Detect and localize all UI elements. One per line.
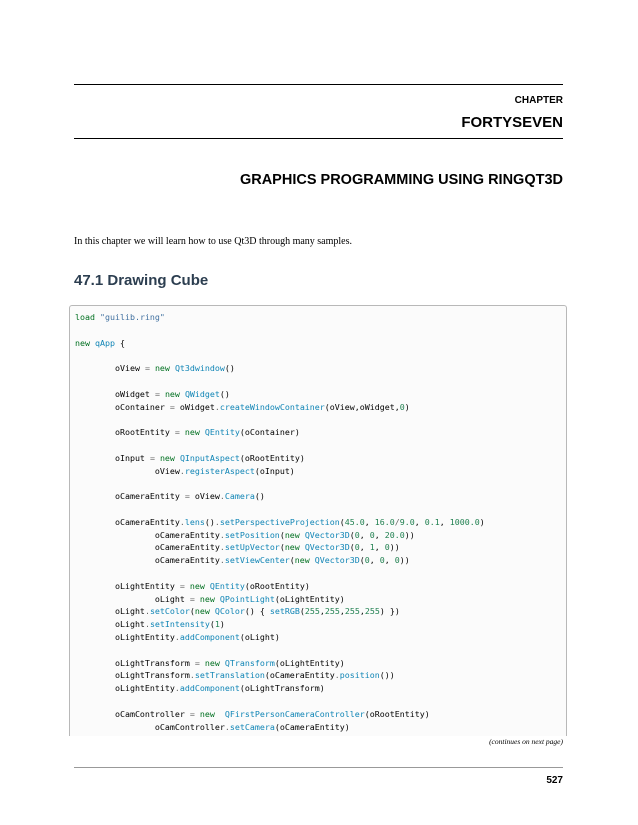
code-token: 255 — [344, 606, 360, 617]
code-token: (oRootEntity) — [239, 452, 305, 463]
code-token — [215, 709, 225, 719]
page-title: GRAPHICS PROGRAMMING USING RINGQT3D — [239, 172, 563, 188]
code-line — [75, 338, 125, 348]
code-token: . — [214, 401, 220, 412]
code-token: setIntensity — [149, 619, 210, 630]
code-token: = — [189, 708, 195, 719]
code-token: oContainer — [75, 401, 170, 412]
code-line — [75, 722, 350, 732]
code-token: = — [194, 657, 200, 668]
code-token: setTranslation — [194, 670, 265, 681]
code-token: (oLight) — [239, 631, 280, 642]
code-token: oCameraEntity — [75, 516, 180, 527]
code-token: QPointLight — [219, 593, 275, 604]
code-token: , — [359, 606, 365, 617]
code-token: oLightTransform — [75, 657, 195, 668]
code-token: oRootEntity — [75, 427, 175, 438]
page-number: 527 — [546, 775, 563, 786]
code-token: 16.0 — [374, 516, 395, 527]
code-token: QVector3D — [314, 555, 360, 566]
code-token: ) }) — [379, 606, 400, 617]
code-token: Camera — [224, 491, 255, 502]
code-token: (oLightTransform) — [239, 683, 325, 694]
code-token: . — [219, 555, 225, 566]
code-token: new — [204, 657, 220, 668]
code-token: oInput — [75, 452, 150, 463]
code-token: 0 — [369, 529, 375, 540]
code-token: 0 — [399, 401, 405, 412]
code-token: oCamController — [75, 721, 225, 732]
header-rule-bottom — [74, 138, 563, 139]
code-token: oLightEntity — [75, 631, 175, 642]
code-token: () — [204, 516, 215, 527]
chapter-title: FORTYSEVEN — [461, 114, 563, 131]
code-token: . — [219, 529, 225, 540]
code-token: , — [369, 555, 380, 566]
code-token: = — [179, 580, 185, 591]
code-token: 255 — [364, 606, 380, 617]
code-token: () — [254, 491, 265, 502]
code-token: )) — [404, 529, 415, 540]
code-token: QColor — [214, 606, 245, 617]
code-token: new — [194, 606, 210, 617]
code-token: oCameraEntity — [75, 542, 220, 553]
code-token: )) — [399, 555, 410, 566]
code-token: . — [224, 721, 230, 732]
code-token: . — [214, 516, 220, 527]
code-token: oView — [189, 491, 220, 502]
code-token: oCameraEntity — [75, 491, 185, 502]
code-token: 45.0 — [344, 516, 365, 527]
code-token: = — [174, 427, 180, 438]
code-token: oLight — [75, 593, 190, 604]
code-token: setPerspectiveProjection — [219, 516, 340, 527]
code-token: 1 — [369, 542, 375, 553]
code-token: ( — [339, 516, 345, 527]
code-token: oView — [75, 363, 145, 374]
code-token: , — [384, 555, 395, 566]
code-token: QVector3D — [304, 542, 350, 553]
code-token: , — [414, 516, 425, 527]
code-token: ( — [279, 529, 285, 540]
code-token: ( — [279, 542, 285, 553]
code-line — [75, 606, 400, 616]
code-token: addComponent — [179, 683, 240, 694]
code-token: oCameraEntity — [75, 529, 220, 540]
code-line — [75, 466, 295, 476]
code-token: oLightEntity — [75, 580, 180, 591]
footer-rule — [74, 767, 563, 768]
code-token: "guilib.ring" — [99, 312, 165, 322]
code-line — [75, 402, 410, 412]
code-token: , — [319, 606, 325, 617]
code-token: ) — [219, 619, 225, 630]
code-token: new — [159, 452, 175, 463]
code-token: = — [169, 401, 175, 412]
code-token: . — [179, 516, 185, 527]
code-token: oWidget — [75, 388, 155, 399]
code-token: oLight — [75, 619, 145, 630]
code-token: new — [75, 337, 90, 348]
code-token: / — [394, 516, 400, 527]
code-token: new — [199, 708, 215, 719]
code-token: = — [144, 363, 150, 374]
code-token: (oCameraEntity) — [274, 721, 350, 732]
code-token: ( — [209, 619, 215, 630]
code-line — [75, 542, 400, 552]
code-token: 0.1 — [424, 516, 440, 527]
code-line — [75, 594, 345, 604]
code-token: setColor — [149, 606, 190, 617]
code-line — [75, 453, 305, 463]
code-token: (oInput) — [254, 465, 295, 476]
code-token: QVector3D — [304, 529, 350, 540]
code-token: , — [374, 529, 385, 540]
code-token: ( — [349, 529, 355, 540]
code-token: ( — [299, 606, 305, 617]
code-line — [75, 658, 345, 668]
code-token: QFirstPersonCameraController — [224, 708, 365, 719]
code-token: setUpVector — [224, 542, 280, 553]
code-listing — [70, 306, 566, 733]
code-token: oLightEntity — [75, 683, 175, 694]
code-token: createWindowContainer — [219, 401, 325, 412]
code-token: () { — [244, 606, 270, 617]
code-token: 1 — [214, 619, 220, 630]
code-token: ()) — [379, 670, 395, 681]
code-token: new — [184, 427, 200, 438]
code-token: addComponent — [179, 631, 240, 642]
code-token: ( — [359, 555, 365, 566]
code-token: , — [439, 516, 450, 527]
code-token: QTransform — [224, 657, 275, 668]
code-token: )) — [389, 542, 400, 553]
code-token: (oLightEntity) — [274, 657, 345, 668]
code-token: . — [144, 619, 150, 630]
code-block[interactable] — [69, 305, 567, 736]
code-token: 255 — [324, 606, 340, 617]
code-token: setCamera — [229, 721, 275, 732]
code-line — [75, 363, 235, 373]
code-token: , — [359, 529, 370, 540]
header-rule-top — [74, 84, 563, 85]
code-token: = — [154, 388, 160, 399]
code-token: load — [75, 312, 95, 322]
code-line — [75, 581, 310, 591]
code-token: 0 — [364, 555, 370, 566]
code-line — [75, 555, 410, 565]
code-token: ( — [349, 542, 355, 553]
code-token: new — [199, 593, 215, 604]
code-token: (oView,oWidget, — [324, 401, 400, 412]
code-token: , — [339, 606, 345, 617]
chapter-label: CHAPTER — [514, 95, 563, 106]
code-token: QEntity — [204, 427, 240, 438]
code-token: ) — [479, 516, 485, 527]
code-line — [75, 709, 430, 719]
code-token: setViewCenter — [224, 555, 290, 566]
code-token: . — [174, 631, 180, 642]
code-token: ( — [189, 606, 195, 617]
code-token: oCameraEntity — [75, 555, 220, 566]
code-token: QWidget — [184, 388, 220, 399]
code-token: . — [219, 491, 225, 502]
code-token: setRGB — [269, 606, 300, 617]
code-token: QInputAspect — [179, 452, 240, 463]
code-token: oLight — [75, 606, 145, 617]
code-token: oView — [75, 465, 180, 476]
intro-paragraph: In this chapter we will learn how to use Qt3D through many samples. — [74, 236, 352, 247]
code-line — [75, 670, 395, 680]
continues-note: (continues on next page) — [489, 737, 563, 746]
code-token: 0 — [394, 555, 400, 566]
code-token: QEntity — [209, 580, 245, 591]
section-heading: 47.1 Drawing Cube — [74, 272, 209, 289]
code-token: . — [334, 670, 340, 681]
code-token: , — [364, 516, 375, 527]
code-line — [75, 389, 230, 399]
code-line — [75, 491, 265, 501]
code-token: (oCameraEntity — [264, 670, 335, 681]
code-token: (oLightEntity) — [274, 593, 345, 604]
code-token: new — [164, 388, 180, 399]
code-token: . — [144, 606, 150, 617]
code-token: oWidget — [174, 401, 215, 412]
code-token: = — [184, 491, 190, 502]
code-token: () — [219, 388, 230, 399]
code-token: , — [374, 542, 385, 553]
code-token: 0 — [354, 542, 360, 553]
code-token: 0 — [384, 542, 390, 553]
code-token: Qt3dwindow — [174, 363, 225, 374]
code-token: 20.0 — [384, 529, 405, 540]
code-token: . — [219, 542, 225, 553]
code-token: . — [189, 670, 195, 681]
code-token: = — [189, 593, 195, 604]
code-line — [75, 427, 300, 437]
code-token: (oContainer) — [239, 427, 300, 438]
code-line — [75, 619, 225, 629]
code-token: . — [174, 683, 180, 694]
code-token: 0 — [354, 529, 360, 540]
code-token: 255 — [304, 606, 320, 617]
code-token: () — [224, 363, 235, 374]
code-token: position — [339, 670, 380, 681]
code-token: (oRootEntity) — [244, 580, 310, 591]
code-token: new — [189, 580, 205, 591]
code-token: ( — [289, 555, 295, 566]
code-token: oCamController — [75, 708, 190, 719]
code-token: new — [294, 555, 310, 566]
code-token: setPosition — [224, 529, 280, 540]
code-token: ) — [404, 401, 410, 412]
code-token: 1000.0 — [449, 516, 480, 527]
code-token: = — [149, 452, 155, 463]
code-token: new — [284, 529, 300, 540]
code-line — [75, 312, 165, 322]
code-token: . — [179, 465, 185, 476]
code-token: new — [154, 363, 170, 374]
code-token: qApp — [95, 337, 115, 348]
code-token: registerAspect — [184, 465, 255, 476]
code-token: , — [359, 542, 370, 553]
code-line — [75, 683, 325, 693]
code-token: { — [114, 337, 125, 348]
code-token: oLightTransform — [75, 670, 190, 681]
code-token: new — [284, 542, 300, 553]
code-line — [75, 517, 485, 527]
code-token: lens — [184, 516, 205, 527]
code-token: 0 — [379, 555, 385, 566]
code-line — [75, 632, 280, 642]
code-token: (oRootEntity) — [364, 708, 430, 719]
code-token: 9.0 — [399, 516, 415, 527]
code-line — [75, 530, 415, 540]
